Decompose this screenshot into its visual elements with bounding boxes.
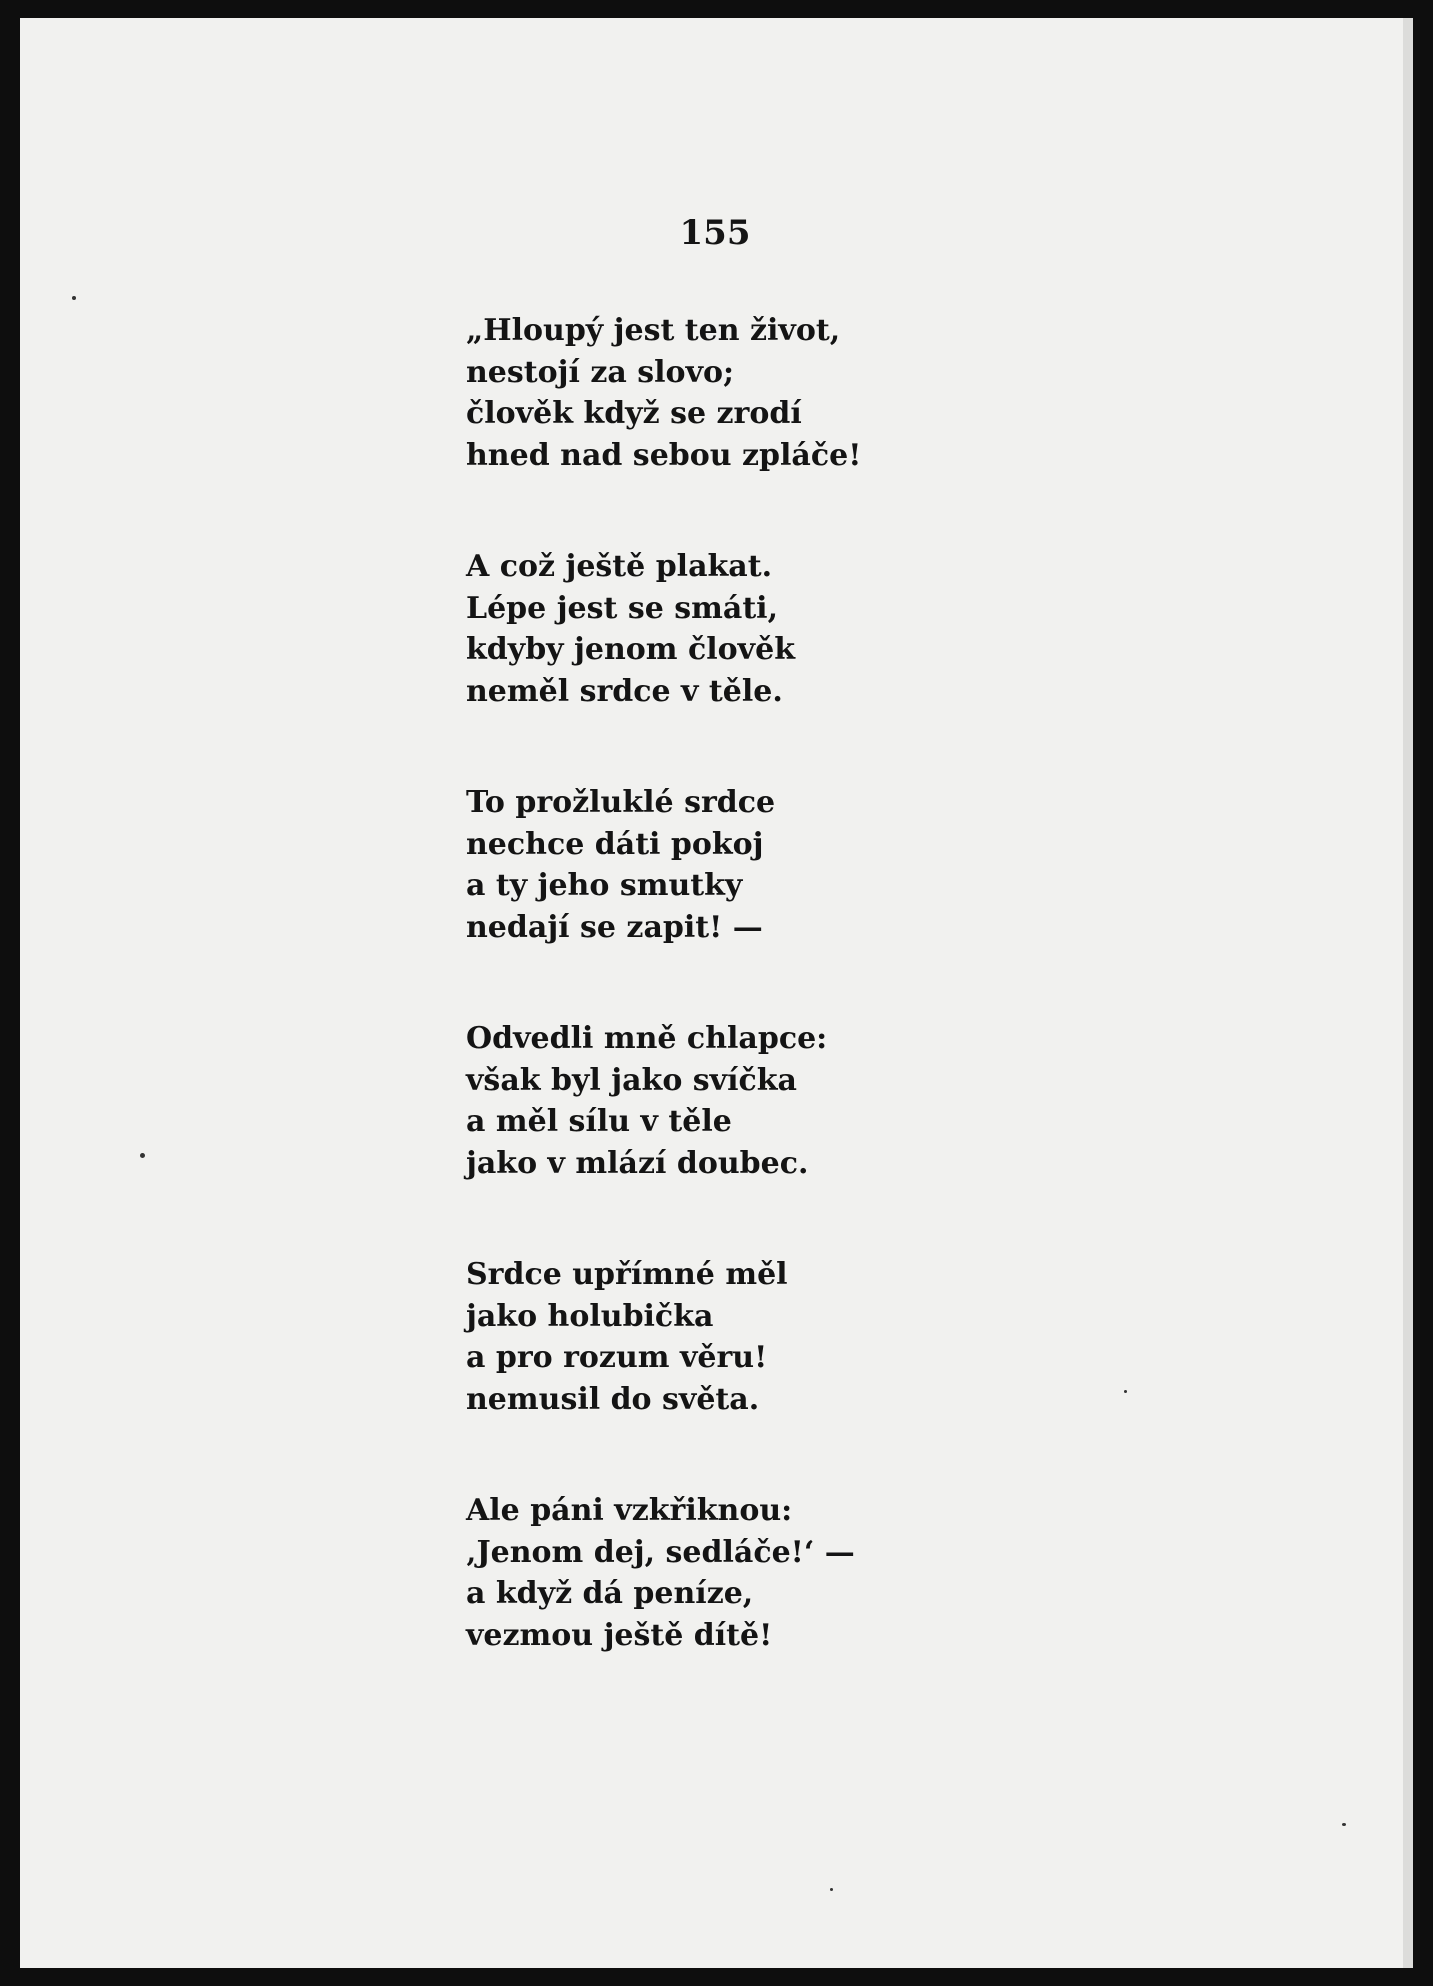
poem-line: jako v mlází doubec.: [466, 1145, 809, 1181]
print-speck: [830, 1888, 833, 1891]
print-speck: [1124, 1390, 1127, 1393]
poem-line: Odvedli mně chlapce:: [466, 1021, 828, 1056]
stanza-3: [466, 782, 966, 948]
print-speck: [140, 1153, 145, 1158]
print-speck: [1342, 1823, 1346, 1826]
poem: [466, 310, 966, 1726]
poem-line: ‚Jenom dej, sedláče!‘ —: [466, 1534, 855, 1570]
stanza-6: [466, 1490, 966, 1656]
poem-line: nemusil do světa.: [466, 1381, 760, 1417]
stanza-4: [466, 1018, 966, 1184]
poem-line: vezmou ještě dítě!: [466, 1617, 773, 1653]
poem-line: Lépe jest se smáti,: [466, 590, 779, 626]
poem-line: jako holubička: [466, 1298, 714, 1334]
poem-line: kdyby jenom člověk: [466, 632, 795, 667]
stanza-1: [466, 310, 966, 476]
poem-line: neměl srdce v těle.: [466, 673, 783, 709]
poem-line: nedají se zapit! —: [466, 909, 763, 945]
poem-line: a když dá peníze,: [466, 1576, 754, 1611]
poem-line: však byl jako svíčka: [466, 1062, 797, 1098]
poem-line: nechce dáti pokoj: [466, 826, 764, 862]
poem-line: Srdce upřímné měl: [466, 1257, 788, 1292]
stanza-5: [466, 1254, 966, 1420]
poem-line: a měl sílu v těle: [466, 1104, 732, 1139]
book-page: [20, 18, 1413, 1968]
poem-line: „Hloupý jest ten život,: [466, 313, 841, 348]
stanza-2: [466, 546, 966, 712]
poem-line: Ale páni vzkřiknou:: [466, 1493, 793, 1528]
poem-line: hned nad sebou zpláče!: [466, 437, 862, 473]
poem-line: člověk když se zrodí: [466, 396, 802, 431]
poem-line: a ty jeho smutky: [466, 868, 743, 903]
poem-line: nestojí za slovo;: [466, 354, 735, 390]
poem-line: To prožluklé srdce: [466, 785, 776, 820]
print-speck: [72, 296, 76, 300]
poem-line: A což ještě plakat.: [466, 549, 773, 584]
poem-line: a pro rozum věru!: [466, 1340, 768, 1375]
page-edge: [1403, 18, 1413, 1968]
page-number: 155: [679, 213, 751, 253]
